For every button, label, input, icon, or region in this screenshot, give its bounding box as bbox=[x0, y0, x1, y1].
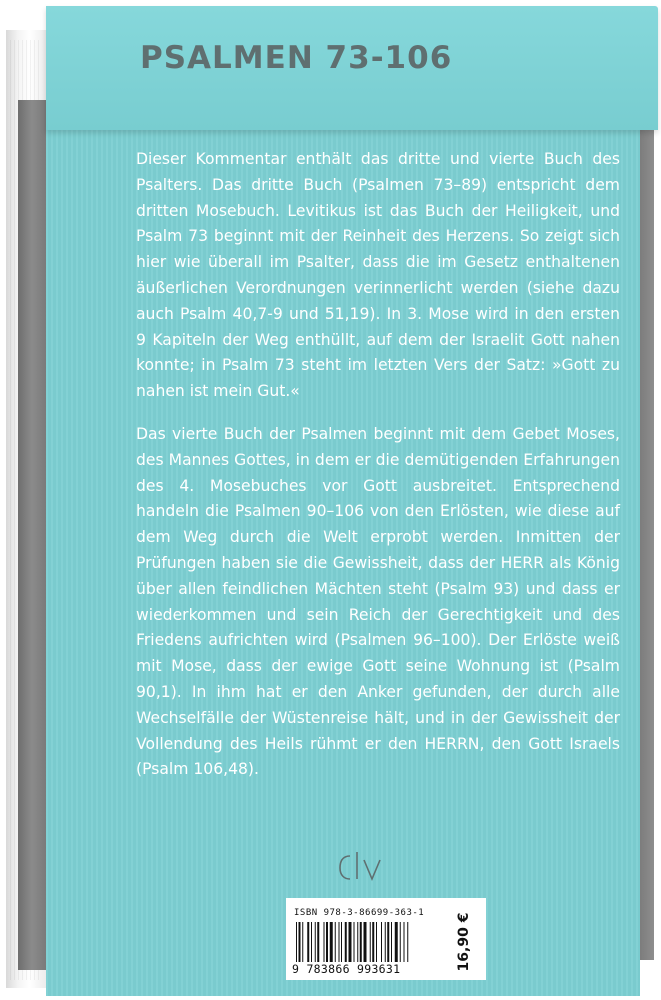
blurb-paragraph-2: Das vierte Buch der Psalmen beginnt mit dem Gebet Moses, des Mannes Gottes, in dem er die demütigenden Erfahrungen des 4. Mosebuches vor Gott ausbreitet. Entsprechend handeln die Psalmen 90–106 von den Erlösten, wie diese auf dem Weg durch die Welt erprobt werden. Inmitten der Prüfungen haben sie die Gewissheit, dass der HERR als König über allen feindlichen Mächten steht (Psalm 93) und dass er wiederkommen und sein Reich der Gerechtigkeit und des Friedens aufrichten wird (Psalmen 96–100). Der Erlöste weiß mit Mose, dass der ewige Gott seine Wohnung ist (Psalm 90,1). In ihm hat er den Anker gefunden, der durch alle Wechselfälle der Wüstenreise hält, und in der Gewissheit der Vollendung des Heils rühmt er den HERRN, den Gott Israels (Psalm 106,48). bbox=[136, 424, 620, 779]
isbn-number: ISBN 978-3-86699-363-1 bbox=[294, 908, 425, 918]
book-right-edge bbox=[639, 128, 654, 960]
barcode-icon bbox=[296, 922, 444, 962]
blurb-paragraph-1: Dieser Kommentar enthält das dritte und vierte Buch des Psalters. Das dritte Buch (Psalmen 73–89) entspricht dem dritten Mosebuch. Levitikus ist das Buch der Heiligkeit, und Psalm 73 beginnt mit der Reinheit des Herzens. So zeigt sich hier wie überall im Psalter, dass die im Gesetz enthaltenen äußerlichen Verordnungen verinnerlicht werden (siehe dazu auch Psalm 40,7-9 und 51,19). In 3. Mose wird in den ersten 9 Kapiteln der Weg enthüllt, auf dem der Israelit Gott nahen konnte; in Psalm 73 steht im letzten Vers der Satz: »Gott zu nahen ist mein Gut.« bbox=[136, 150, 620, 401]
barcode-label bbox=[286, 898, 486, 980]
book-title: PSALMEN 73-106 bbox=[140, 40, 453, 76]
blurb-text bbox=[136, 147, 620, 800]
ean-number: 9 783866 993631 bbox=[292, 962, 401, 976]
publisher-logo-icon bbox=[336, 848, 386, 884]
price-label: 16,90 € bbox=[456, 912, 472, 972]
book-left-edge bbox=[18, 100, 46, 970]
